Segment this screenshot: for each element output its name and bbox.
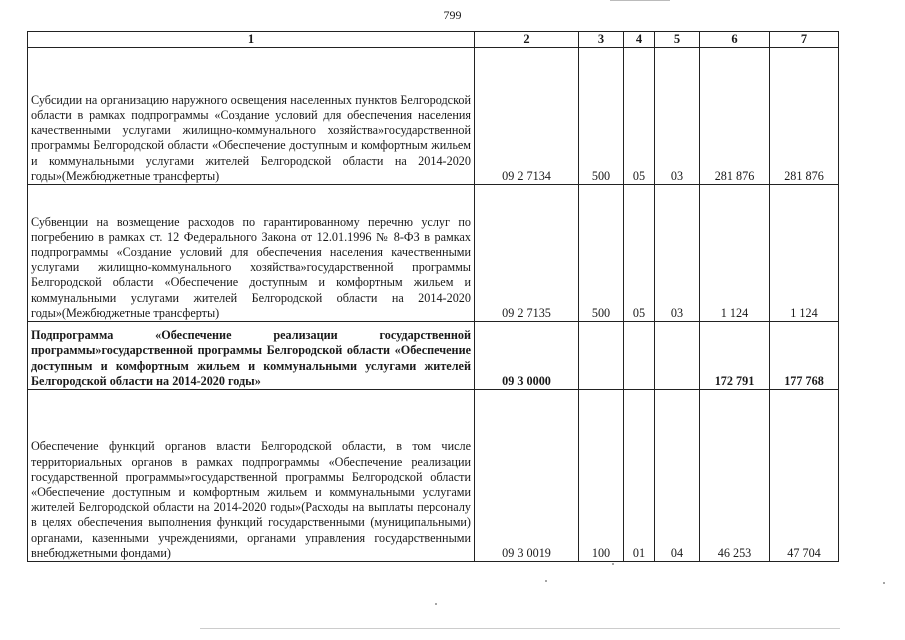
row-col7: 281 876 bbox=[770, 48, 839, 185]
row-col5: 03 bbox=[655, 185, 700, 322]
row-code: 09 3 0000 bbox=[475, 322, 579, 390]
scan-artifact-line bbox=[200, 628, 840, 629]
row-col7: 1 124 bbox=[770, 185, 839, 322]
row-col5: 03 bbox=[655, 48, 700, 185]
scan-artifact-dot bbox=[883, 582, 885, 584]
scan-artifact-dot bbox=[435, 603, 437, 605]
row-col6: 1 124 bbox=[700, 185, 770, 322]
table-row bbox=[28, 48, 839, 185]
row-col3: 500 bbox=[579, 48, 624, 185]
row-description: Обеспечение функций органов власти Белгородской области, в том числе территориальных органов в рамках подпрограммы «Обеспечение реализации государственной программы»государственной программы Белгородской области «Обеспечение доступным и комфортным жильем и коммунальными услугами жителей Белгородской области на 2014-2020 годы»(Расходы на выплаты персоналу в целях обеспечения выполнения функций государственными (муниципальными) органами, казенными учреждениями, органами управления государственными внебюджетными фондами) bbox=[28, 390, 475, 562]
row-col6: 281 876 bbox=[700, 48, 770, 185]
row-col4: 05 bbox=[624, 48, 655, 185]
scan-artifact-dot bbox=[545, 580, 547, 582]
row-description: Подпрограмма «Обеспечение реализации государственной программы»государственной программы Белгородской области «Обеспечение доступным и комфортным жильем и коммунальными услугами жителей Белгородской области на 2014-2020 годы» bbox=[28, 322, 475, 390]
header-row bbox=[28, 32, 839, 48]
row-col4: 05 bbox=[624, 185, 655, 322]
table-row bbox=[28, 185, 839, 322]
table-row bbox=[28, 390, 839, 562]
row-col5: 04 bbox=[655, 390, 700, 562]
header-col-1: 1 bbox=[28, 32, 475, 48]
row-description: Субсидии на организацию наружного освещения населенных пунктов Белгородской области в рамках подпрограммы «Создание условий для обеспечения населения качественными услугами жилищно-коммунального хозяйства»государственной программы Белгородской области «Обеспечение доступным и комфортным жильем и коммунальными услугами жителей Белгородской области на 2014-2020 годы»(Межбюджетные трансферты) bbox=[28, 48, 475, 185]
row-col6: 172 791 bbox=[700, 322, 770, 390]
header-col-2: 2 bbox=[475, 32, 579, 48]
row-code: 09 3 0019 bbox=[475, 390, 579, 562]
row-col3 bbox=[579, 322, 624, 390]
row-col7: 177 768 bbox=[770, 322, 839, 390]
scan-artifact-line bbox=[610, 0, 670, 1]
budget-table bbox=[27, 31, 839, 562]
page-number: 799 bbox=[443, 8, 462, 22]
header-col-3: 3 bbox=[579, 32, 624, 48]
row-col3: 100 bbox=[579, 390, 624, 562]
header-col-7: 7 bbox=[770, 32, 839, 48]
row-col5 bbox=[655, 322, 700, 390]
row-col3: 500 bbox=[579, 185, 624, 322]
header-col-5: 5 bbox=[655, 32, 700, 48]
row-description: Субвенции на возмещение расходов по гарантированному перечню услуг по погребению в рамках ст. 12 Федерального Закона от 12.01.1996 № 8-ФЗ в рамках подпрограммы «Создание условий для обеспечения населения качественными услугами жилищно-коммунального хозяйства»государственной программы Белгородской области «Обеспечение доступным и комфортным жильем и коммунальными услугами жителей Белгородской области на 2014-2020 годы»(Межбюджетные трансферты) bbox=[28, 185, 475, 322]
row-code: 09 2 7135 bbox=[475, 185, 579, 322]
header-col-4: 4 bbox=[624, 32, 655, 48]
row-col4: 01 bbox=[624, 390, 655, 562]
scan-artifact-dot bbox=[612, 563, 614, 565]
row-code: 09 2 7134 bbox=[475, 48, 579, 185]
header-col-6: 6 bbox=[700, 32, 770, 48]
row-col6: 46 253 bbox=[700, 390, 770, 562]
row-col4 bbox=[624, 322, 655, 390]
table-row bbox=[28, 322, 839, 390]
row-col7: 47 704 bbox=[770, 390, 839, 562]
